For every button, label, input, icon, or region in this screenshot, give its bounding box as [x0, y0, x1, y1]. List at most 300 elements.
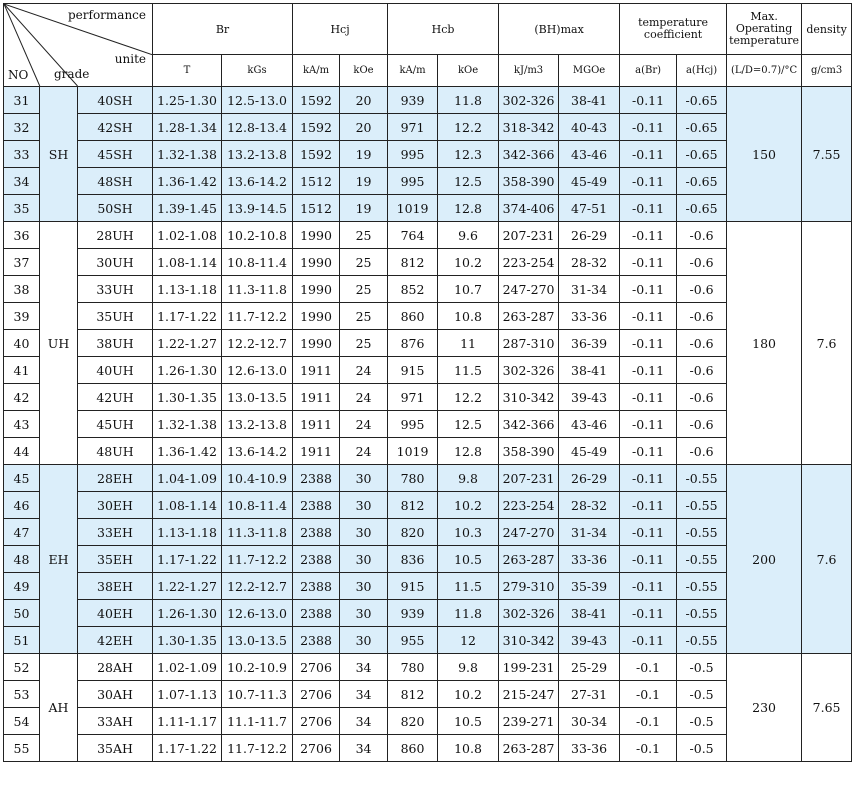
grade-cell: 38EH: [78, 573, 153, 600]
hcb-koe-cell: 12.8: [438, 195, 499, 222]
unit-bh-kj: kJ/m3: [499, 55, 559, 87]
hcb-kam-cell: 971: [388, 384, 438, 411]
table-row: [4, 303, 852, 330]
a-hcj-cell: -0.55: [677, 600, 727, 627]
br-t-cell: 1.32-1.38: [153, 411, 222, 438]
bh-kj-cell: 342-366: [499, 141, 559, 168]
row-no: 37: [4, 249, 40, 276]
max-temp-cell: 150: [727, 87, 802, 222]
hcb-kam-cell: 820: [388, 708, 438, 735]
hcj-kam-cell: 1990: [293, 330, 340, 357]
unit-ld: (L/D=0.7)/°C: [727, 55, 802, 87]
grade-cell: 30UH: [78, 249, 153, 276]
hcj-koe-cell: 34: [340, 681, 388, 708]
br-t-cell: 1.13-1.18: [153, 276, 222, 303]
bh-kj-cell: 207-231: [499, 465, 559, 492]
bh-mgoe-cell: 43-46: [559, 141, 620, 168]
bh-kj-cell: 302-326: [499, 87, 559, 114]
hcb-kam-cell: 860: [388, 735, 438, 762]
br-kgs-cell: 13.6-14.2: [222, 168, 293, 195]
hcb-kam-cell: 836: [388, 546, 438, 573]
hcj-koe-cell: 20: [340, 114, 388, 141]
bh-mgoe-cell: 38-41: [559, 87, 620, 114]
bh-kj-cell: 374-406: [499, 195, 559, 222]
unit-hcj-kam: kA/m: [293, 55, 340, 87]
a-br-cell: -0.11: [620, 411, 677, 438]
hcj-kam-cell: 2388: [293, 492, 340, 519]
hcj-kam-cell: 2388: [293, 546, 340, 573]
br-t-cell: 1.11-1.17: [153, 708, 222, 735]
hcb-kam-cell: 995: [388, 141, 438, 168]
bh-mgoe-cell: 40-43: [559, 114, 620, 141]
bh-mgoe-cell: 45-49: [559, 438, 620, 465]
hcb-kam-cell: 995: [388, 411, 438, 438]
hcb-kam-cell: 939: [388, 600, 438, 627]
hcj-kam-cell: 1911: [293, 384, 340, 411]
a-hcj-cell: -0.55: [677, 492, 727, 519]
table-row: [4, 384, 852, 411]
hcb-koe-cell: 12: [438, 627, 499, 654]
unit-br-t: T: [153, 55, 222, 87]
hcj-koe-cell: 24: [340, 411, 388, 438]
series-cell: SH: [40, 87, 78, 222]
bh-mgoe-cell: 33-36: [559, 303, 620, 330]
row-no: 50: [4, 600, 40, 627]
a-hcj-cell: -0.6: [677, 249, 727, 276]
hcj-kam-cell: 2706: [293, 681, 340, 708]
hcb-kam-cell: 812: [388, 249, 438, 276]
unit-bh-mgoe: MGOe: [559, 55, 620, 87]
a-hcj-cell: -0.55: [677, 519, 727, 546]
bh-mgoe-cell: 27-31: [559, 681, 620, 708]
a-br-cell: -0.11: [620, 141, 677, 168]
row-no: 42: [4, 384, 40, 411]
a-br-cell: -0.11: [620, 627, 677, 654]
a-hcj-cell: -0.55: [677, 573, 727, 600]
performance-label: performance: [68, 8, 147, 22]
a-hcj-cell: -0.55: [677, 627, 727, 654]
bh-mgoe-cell: 26-29: [559, 222, 620, 249]
bh-kj-cell: 302-326: [499, 357, 559, 384]
a-br-cell: -0.11: [620, 276, 677, 303]
table-row: [4, 600, 852, 627]
hcj-kam-cell: 2388: [293, 465, 340, 492]
bh-mgoe-cell: 43-46: [559, 411, 620, 438]
row-no: 52: [4, 654, 40, 681]
hcj-kam-cell: 1990: [293, 249, 340, 276]
hcj-kam-cell: 2706: [293, 654, 340, 681]
header-row-groups: [4, 4, 852, 55]
hcj-header: Hcj: [293, 4, 388, 55]
bh-mgoe-cell: 31-34: [559, 276, 620, 303]
grade-cell: 50SH: [78, 195, 153, 222]
br-t-cell: 1.28-1.34: [153, 114, 222, 141]
hcb-kam-cell: 764: [388, 222, 438, 249]
grade-cell: 35UH: [78, 303, 153, 330]
br-kgs-cell: 10.4-10.9: [222, 465, 293, 492]
a-br-cell: -0.11: [620, 87, 677, 114]
hcb-kam-cell: 995: [388, 168, 438, 195]
a-br-cell: -0.11: [620, 357, 677, 384]
hcb-koe-cell: 10.8: [438, 735, 499, 762]
hcb-koe-cell: 10.2: [438, 681, 499, 708]
grade-cell: 28UH: [78, 222, 153, 249]
hcj-koe-cell: 19: [340, 141, 388, 168]
br-kgs-cell: 10.2-10.8: [222, 222, 293, 249]
bh-kj-cell: 342-366: [499, 411, 559, 438]
hcj-koe-cell: 30: [340, 573, 388, 600]
hcj-koe-cell: 30: [340, 465, 388, 492]
a-br-cell: -0.11: [620, 303, 677, 330]
bh-mgoe-cell: 28-32: [559, 249, 620, 276]
hcj-koe-cell: 19: [340, 168, 388, 195]
bhmax-header: (BH)max: [499, 4, 620, 55]
hcj-kam-cell: 1592: [293, 87, 340, 114]
bh-kj-cell: 310-342: [499, 384, 559, 411]
br-kgs-cell: 12.5-13.0: [222, 87, 293, 114]
row-no: 49: [4, 573, 40, 600]
hcb-kam-cell: 955: [388, 627, 438, 654]
hcb-kam-cell: 1019: [388, 438, 438, 465]
row-no: 55: [4, 735, 40, 762]
density-cell: 7.65: [802, 654, 852, 762]
hcb-koe-cell: 12.8: [438, 438, 499, 465]
a-hcj-cell: -0.5: [677, 681, 727, 708]
table-row: [4, 141, 852, 168]
br-kgs-cell: 11.3-11.8: [222, 276, 293, 303]
br-t-cell: 1.26-1.30: [153, 600, 222, 627]
row-no: 45: [4, 465, 40, 492]
hcb-kam-cell: 1019: [388, 195, 438, 222]
hcb-kam-cell: 860: [388, 303, 438, 330]
table-row: [4, 276, 852, 303]
br-t-cell: 1.17-1.22: [153, 303, 222, 330]
bh-kj-cell: 247-270: [499, 276, 559, 303]
hcj-koe-cell: 25: [340, 222, 388, 249]
unit-a-br: a(Br): [620, 55, 677, 87]
hcb-kam-cell: 780: [388, 654, 438, 681]
br-kgs-cell: 10.8-11.4: [222, 492, 293, 519]
a-hcj-cell: -0.55: [677, 546, 727, 573]
hcj-koe-cell: 24: [340, 438, 388, 465]
hcj-kam-cell: 1911: [293, 357, 340, 384]
br-t-cell: 1.02-1.08: [153, 222, 222, 249]
hcj-kam-cell: 1592: [293, 114, 340, 141]
hcj-kam-cell: 1512: [293, 168, 340, 195]
table-row: [4, 465, 852, 492]
density-cell: 7.6: [802, 222, 852, 465]
bh-kj-cell: 318-342: [499, 114, 559, 141]
unit-hcb-kam: kA/m: [388, 55, 438, 87]
br-t-cell: 1.07-1.13: [153, 681, 222, 708]
series-cell: UH: [40, 222, 78, 465]
grade-cell: 28EH: [78, 465, 153, 492]
bh-kj-cell: 247-270: [499, 519, 559, 546]
a-br-cell: -0.11: [620, 114, 677, 141]
br-t-cell: 1.17-1.22: [153, 735, 222, 762]
grade-cell: 28AH: [78, 654, 153, 681]
table-row: [4, 330, 852, 357]
hcj-koe-cell: 25: [340, 249, 388, 276]
grade-cell: 40EH: [78, 600, 153, 627]
table-row: [4, 114, 852, 141]
hcj-koe-cell: 25: [340, 303, 388, 330]
a-br-cell: -0.11: [620, 384, 677, 411]
a-hcj-cell: -0.65: [677, 87, 727, 114]
table-row: [4, 681, 852, 708]
series-cell: EH: [40, 465, 78, 654]
bh-kj-cell: 207-231: [499, 222, 559, 249]
row-no: 47: [4, 519, 40, 546]
bh-mgoe-cell: 30-34: [559, 708, 620, 735]
br-kgs-cell: 11.7-12.2: [222, 546, 293, 573]
hcb-koe-cell: 10.8: [438, 303, 499, 330]
row-no: 48: [4, 546, 40, 573]
table-row: [4, 87, 852, 114]
hcj-koe-cell: 34: [340, 708, 388, 735]
bh-mgoe-cell: 47-51: [559, 195, 620, 222]
hcb-kam-cell: 915: [388, 573, 438, 600]
a-br-cell: -0.11: [620, 249, 677, 276]
hcj-koe-cell: 30: [340, 627, 388, 654]
grade-cell: 30EH: [78, 492, 153, 519]
a-br-cell: -0.11: [620, 168, 677, 195]
grade-cell: 33AH: [78, 708, 153, 735]
grade-cell: 48SH: [78, 168, 153, 195]
br-kgs-cell: 13.9-14.5: [222, 195, 293, 222]
hcb-kam-cell: 971: [388, 114, 438, 141]
hcj-koe-cell: 30: [340, 600, 388, 627]
bh-kj-cell: 223-254: [499, 492, 559, 519]
row-no: 46: [4, 492, 40, 519]
a-br-cell: -0.11: [620, 600, 677, 627]
hcj-kam-cell: 1911: [293, 438, 340, 465]
br-kgs-cell: 13.2-13.8: [222, 411, 293, 438]
row-no: 44: [4, 438, 40, 465]
bh-kj-cell: 223-254: [499, 249, 559, 276]
br-t-cell: 1.30-1.35: [153, 384, 222, 411]
unit-a-hcj: a(Hcj): [677, 55, 727, 87]
br-kgs-cell: 13.6-14.2: [222, 438, 293, 465]
table-row: [4, 546, 852, 573]
max-temp-cell: 230: [727, 654, 802, 762]
bh-kj-cell: 279-310: [499, 573, 559, 600]
br-t-cell: 1.30-1.35: [153, 627, 222, 654]
row-no: 41: [4, 357, 40, 384]
a-br-cell: -0.11: [620, 519, 677, 546]
a-hcj-cell: -0.65: [677, 168, 727, 195]
br-t-cell: 1.08-1.14: [153, 249, 222, 276]
row-no: 54: [4, 708, 40, 735]
a-hcj-cell: -0.6: [677, 438, 727, 465]
row-no: 35: [4, 195, 40, 222]
bh-mgoe-cell: 28-32: [559, 492, 620, 519]
br-kgs-cell: 13.2-13.8: [222, 141, 293, 168]
bh-kj-cell: 310-342: [499, 627, 559, 654]
table-row: [4, 519, 852, 546]
hcj-kam-cell: 2388: [293, 600, 340, 627]
temp-coef-header: temperature coefficient: [620, 4, 727, 55]
hcb-koe-cell: 11: [438, 330, 499, 357]
unit-br-kgs: kGs: [222, 55, 293, 87]
bh-mgoe-cell: 33-36: [559, 546, 620, 573]
series-cell: AH: [40, 654, 78, 762]
br-kgs-cell: 13.0-13.5: [222, 627, 293, 654]
br-t-cell: 1.39-1.45: [153, 195, 222, 222]
hcj-kam-cell: 1990: [293, 276, 340, 303]
a-hcj-cell: -0.6: [677, 222, 727, 249]
bh-kj-cell: 263-287: [499, 546, 559, 573]
unit-hcb-koe: kOe: [438, 55, 499, 87]
hcj-kam-cell: 1990: [293, 222, 340, 249]
hcb-koe-cell: 11.8: [438, 600, 499, 627]
density-cell: 7.55: [802, 87, 852, 222]
br-kgs-cell: 11.7-12.2: [222, 303, 293, 330]
density-header: density: [802, 4, 852, 55]
hcb-koe-cell: 9.6: [438, 222, 499, 249]
grade-cell: 35AH: [78, 735, 153, 762]
table-row: [4, 411, 852, 438]
bh-mgoe-cell: 45-49: [559, 168, 620, 195]
br-kgs-cell: 12.6-13.0: [222, 600, 293, 627]
corner-header: [4, 4, 153, 87]
a-hcj-cell: -0.6: [677, 303, 727, 330]
density-cell: 7.6: [802, 465, 852, 654]
a-hcj-cell: -0.6: [677, 411, 727, 438]
a-hcj-cell: -0.6: [677, 384, 727, 411]
grade-cell: 33EH: [78, 519, 153, 546]
magnet-grade-table: [3, 3, 852, 762]
br-t-cell: 1.22-1.27: [153, 573, 222, 600]
hcj-koe-cell: 24: [340, 384, 388, 411]
br-t-cell: 1.02-1.09: [153, 654, 222, 681]
row-no: 31: [4, 87, 40, 114]
hcj-kam-cell: 1512: [293, 195, 340, 222]
hcb-kam-cell: 915: [388, 357, 438, 384]
bh-kj-cell: 358-390: [499, 438, 559, 465]
hcj-kam-cell: 2388: [293, 519, 340, 546]
br-kgs-cell: 10.7-11.3: [222, 681, 293, 708]
hcj-koe-cell: 25: [340, 276, 388, 303]
row-no: 38: [4, 276, 40, 303]
hcb-koe-cell: 11.5: [438, 357, 499, 384]
a-br-cell: -0.11: [620, 546, 677, 573]
a-br-cell: -0.1: [620, 681, 677, 708]
br-kgs-cell: 11.3-11.8: [222, 519, 293, 546]
hcj-koe-cell: 19: [340, 195, 388, 222]
a-br-cell: -0.11: [620, 465, 677, 492]
hcb-header: Hcb: [388, 4, 499, 55]
br-t-cell: 1.13-1.18: [153, 519, 222, 546]
bh-kj-cell: 358-390: [499, 168, 559, 195]
hcj-kam-cell: 2706: [293, 735, 340, 762]
br-kgs-cell: 12.6-13.0: [222, 357, 293, 384]
table-row: [4, 654, 852, 681]
hcb-kam-cell: 820: [388, 519, 438, 546]
hcb-kam-cell: 876: [388, 330, 438, 357]
table-row: [4, 195, 852, 222]
unit-gcm3: g/cm3: [802, 55, 852, 87]
hcj-kam-cell: 1592: [293, 141, 340, 168]
bh-kj-cell: 239-271: [499, 708, 559, 735]
row-no: 33: [4, 141, 40, 168]
bh-mgoe-cell: 38-41: [559, 600, 620, 627]
bh-kj-cell: 302-326: [499, 600, 559, 627]
br-t-cell: 1.17-1.22: [153, 546, 222, 573]
hcj-koe-cell: 24: [340, 357, 388, 384]
bh-mgoe-cell: 33-36: [559, 735, 620, 762]
row-no: 53: [4, 681, 40, 708]
bh-kj-cell: 263-287: [499, 735, 559, 762]
table-row: [4, 438, 852, 465]
a-hcj-cell: -0.6: [677, 276, 727, 303]
hcb-koe-cell: 11.8: [438, 87, 499, 114]
grade-cell: 45SH: [78, 141, 153, 168]
hcj-koe-cell: 34: [340, 735, 388, 762]
max-temp-cell: 180: [727, 222, 802, 465]
grade-label: grade: [54, 67, 90, 81]
table-row: [4, 735, 852, 762]
grade-cell: 42EH: [78, 627, 153, 654]
bh-mgoe-cell: 31-34: [559, 519, 620, 546]
hcb-kam-cell: 852: [388, 276, 438, 303]
hcb-koe-cell: 9.8: [438, 654, 499, 681]
bh-kj-cell: 287-310: [499, 330, 559, 357]
hcb-koe-cell: 11.5: [438, 573, 499, 600]
grade-cell: 42SH: [78, 114, 153, 141]
a-hcj-cell: -0.6: [677, 330, 727, 357]
max-temp-header: Max. Operating temperature: [727, 4, 802, 55]
hcj-koe-cell: 30: [340, 546, 388, 573]
row-no: 43: [4, 411, 40, 438]
hcj-kam-cell: 1911: [293, 411, 340, 438]
a-hcj-cell: -0.65: [677, 195, 727, 222]
br-kgs-cell: 12.2-12.7: [222, 330, 293, 357]
br-t-cell: 1.08-1.14: [153, 492, 222, 519]
table-row: [4, 168, 852, 195]
br-kgs-cell: 13.0-13.5: [222, 384, 293, 411]
hcb-koe-cell: 12.3: [438, 141, 499, 168]
hcj-koe-cell: 30: [340, 492, 388, 519]
row-no: 34: [4, 168, 40, 195]
grade-cell: 40UH: [78, 357, 153, 384]
unit-hcj-koe: kOe: [340, 55, 388, 87]
bh-kj-cell: 199-231: [499, 654, 559, 681]
hcb-koe-cell: 9.8: [438, 465, 499, 492]
br-t-cell: 1.36-1.42: [153, 438, 222, 465]
table-row: [4, 708, 852, 735]
hcb-koe-cell: 10.2: [438, 492, 499, 519]
br-kgs-cell: 11.1-11.7: [222, 708, 293, 735]
grade-cell: 35EH: [78, 546, 153, 573]
a-br-cell: -0.11: [620, 195, 677, 222]
hcb-koe-cell: 12.2: [438, 114, 499, 141]
bh-kj-cell: 215-247: [499, 681, 559, 708]
grade-cell: 42UH: [78, 384, 153, 411]
hcj-koe-cell: 20: [340, 87, 388, 114]
br-kgs-cell: 12.8-13.4: [222, 114, 293, 141]
a-hcj-cell: -0.6: [677, 357, 727, 384]
hcj-kam-cell: 2388: [293, 627, 340, 654]
hcb-kam-cell: 812: [388, 492, 438, 519]
br-kgs-cell: 10.8-11.4: [222, 249, 293, 276]
row-no: 40: [4, 330, 40, 357]
grade-cell: 48UH: [78, 438, 153, 465]
table-row: [4, 492, 852, 519]
br-t-cell: 1.22-1.27: [153, 330, 222, 357]
a-hcj-cell: -0.5: [677, 654, 727, 681]
table-row: [4, 357, 852, 384]
